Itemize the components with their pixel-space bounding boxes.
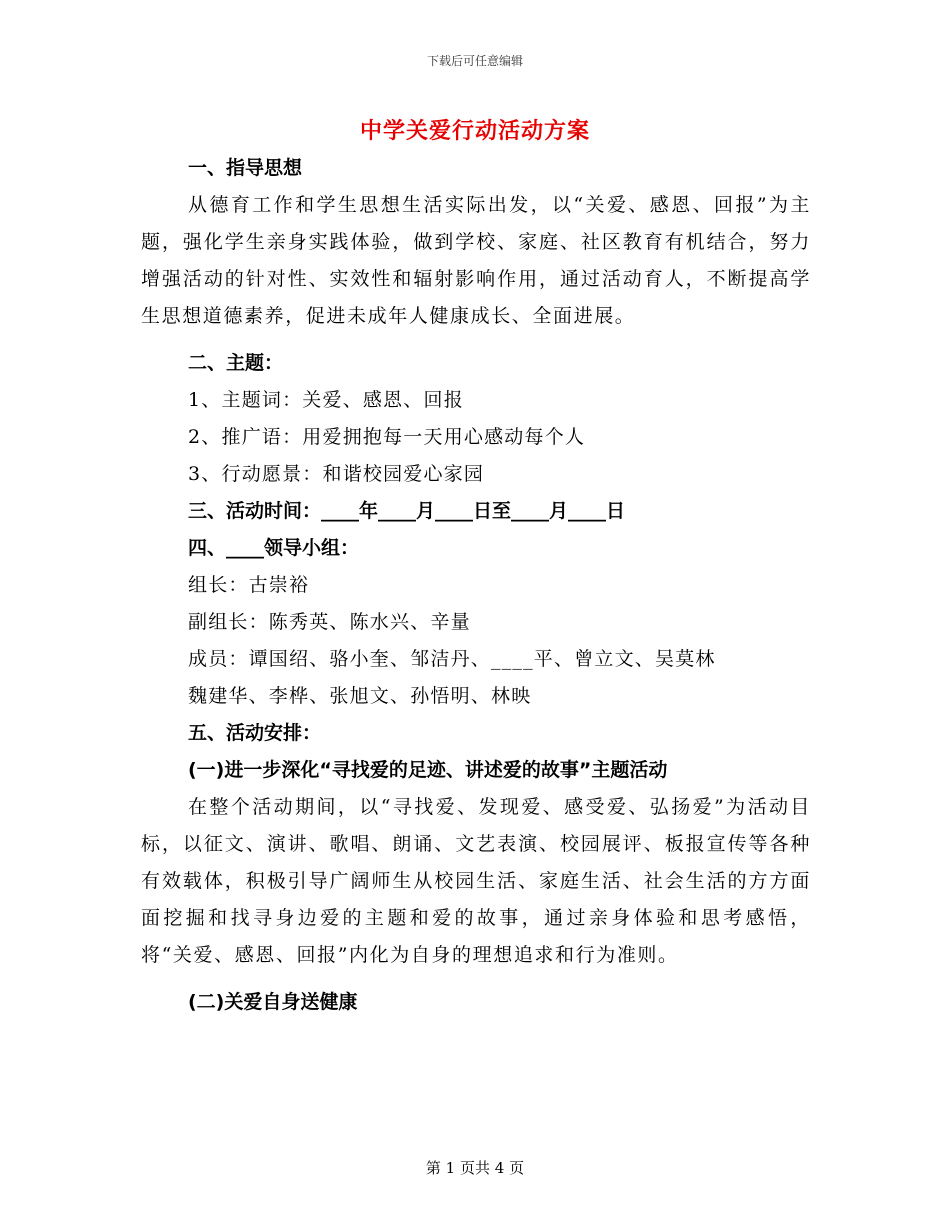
section-1-heading: 一、指导思想 [188,157,303,179]
section-5-sub-1-paragraph: 在整个活动期间，以“寻找爱、发现爱、感受爱、弘扬爱”为活动目标，以征文、演讲、歌唱、朗诵、文艺表演、校园展评、板报宣传等各种有效载体，积极引导广阔师生从校园生活、家庭生活、社会生活的方方面面挖掘和找寻身边爱的主题和爱的故事，通过亲身体验和思考感悟，将“关爱、感恩、回报”内化为自身的理想追求和行为准则。 [141,796,811,966]
section-2-heading: 二、主题： [188,352,284,374]
group-members-continued: 魏建华、李桦、张旭文、孙悟明、林映 [188,685,532,707]
theme-item-3: 3、行动愿景：和谐校园爱心家园 [188,463,485,485]
document-body [141,150,811,1021]
group-deputy-leaders: 副组长：陈秀英、陈水兴、辛量 [188,611,471,633]
group-members: 成员：谭国绍、骆小奎、邹洁丹、____平、曾立文、吴莫林 [188,648,716,670]
header-note: 下载后可任意编辑 [426,54,523,68]
theme-item-1: 1、主题词：关爱、感恩、回报 [188,389,464,411]
section-5-sub-1-heading: (一)进一步深化“寻找爱的足迹、讲述爱的故事”主题活动 [188,759,668,781]
page-number: 第 1 页共 4 页 [425,1159,525,1177]
group-leader: 组长：古崇裕 [188,574,310,596]
section-1-paragraph: 从德育工作和学生思想生活实际出发，以“关爱、感恩、回报”为主题，强化学生亲身实践体验，做到学校、家庭、社区教育有机结合，努力增强活动的针对性、实效性和辐射影响作用，通过活动育人，不断提高学生思想道德素养，促进未成年人健康成长、全面进展。 [141,194,811,327]
section-5-heading: 五、活动安排： [188,722,322,744]
document-title: 中学关爱行动活动方案 [359,119,590,144]
section-4-heading: 四、____领导小组： [188,537,360,559]
section-3-heading: 三、活动时间：____年____月____日至____月____日 [188,500,626,522]
section-5-sub-2-heading: (二)关爱自身送健康 [188,991,358,1013]
theme-item-2: 2、推广语：用爱拥抱每一天用心感动每个人 [188,426,586,448]
